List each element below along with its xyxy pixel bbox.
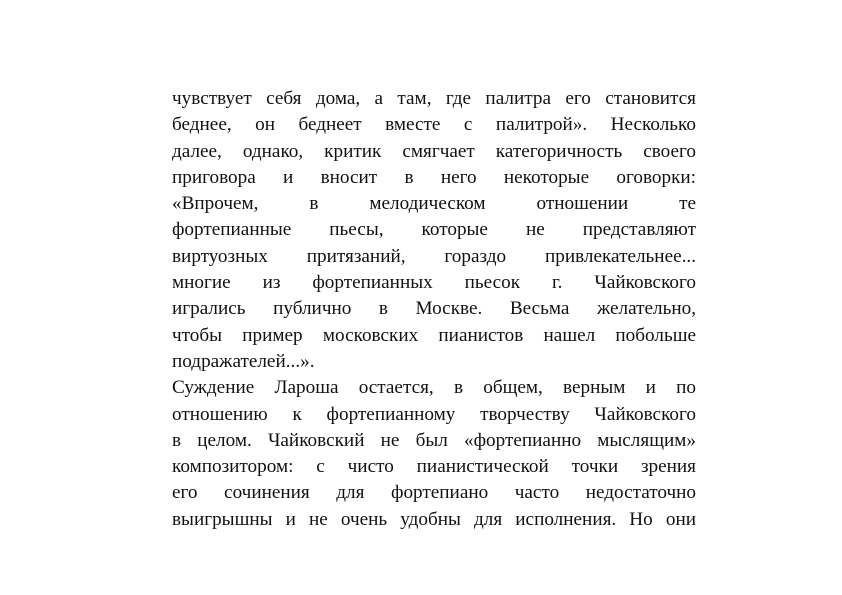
text-line: его сочинения для фортепиано часто недостаточно [172,482,696,504]
text-line: «Впрочем, в мелодическом отношении те [172,193,696,215]
text-line: выигрышны и не очень удобны для исполнения. Но они [172,508,696,530]
text-line: композитором: с чисто пианистической точки зрения [172,456,696,478]
body-text [172,86,696,533]
text-line: отношению к фортепианному творчеству Чайковского [172,403,696,425]
text-line-paragraph-end: подражателей...». [172,350,315,372]
text-line: виртуозных притязаний, гораздо привлекательнее... [172,245,696,267]
text-line: чувствует себя дома, а там, где палитра его становится [172,88,696,109]
text-line: в целом. Чайковский не был «фортепианно мыслящим» [172,429,696,451]
text-line: беднее, он беднеет вместе с палитрой». Несколько [172,114,696,136]
text-line: игрались публично в Москве. Весьма желательно, [172,298,696,320]
text-line: фортепианные пьесы, которые не представляют [172,219,696,241]
text-line: далее, однако, критик смягчает категоричность своего [172,140,696,162]
text-line: многие из фортепианных пьесок г. Чайковского [172,272,696,294]
text-line: приговора и вносит в него некоторые оговорки: [172,166,696,188]
text-line: Суждение Лароша остается, в общем, верным и по [172,377,696,399]
text-line: чтобы пример московских пианистов нашел побольше [172,324,696,346]
